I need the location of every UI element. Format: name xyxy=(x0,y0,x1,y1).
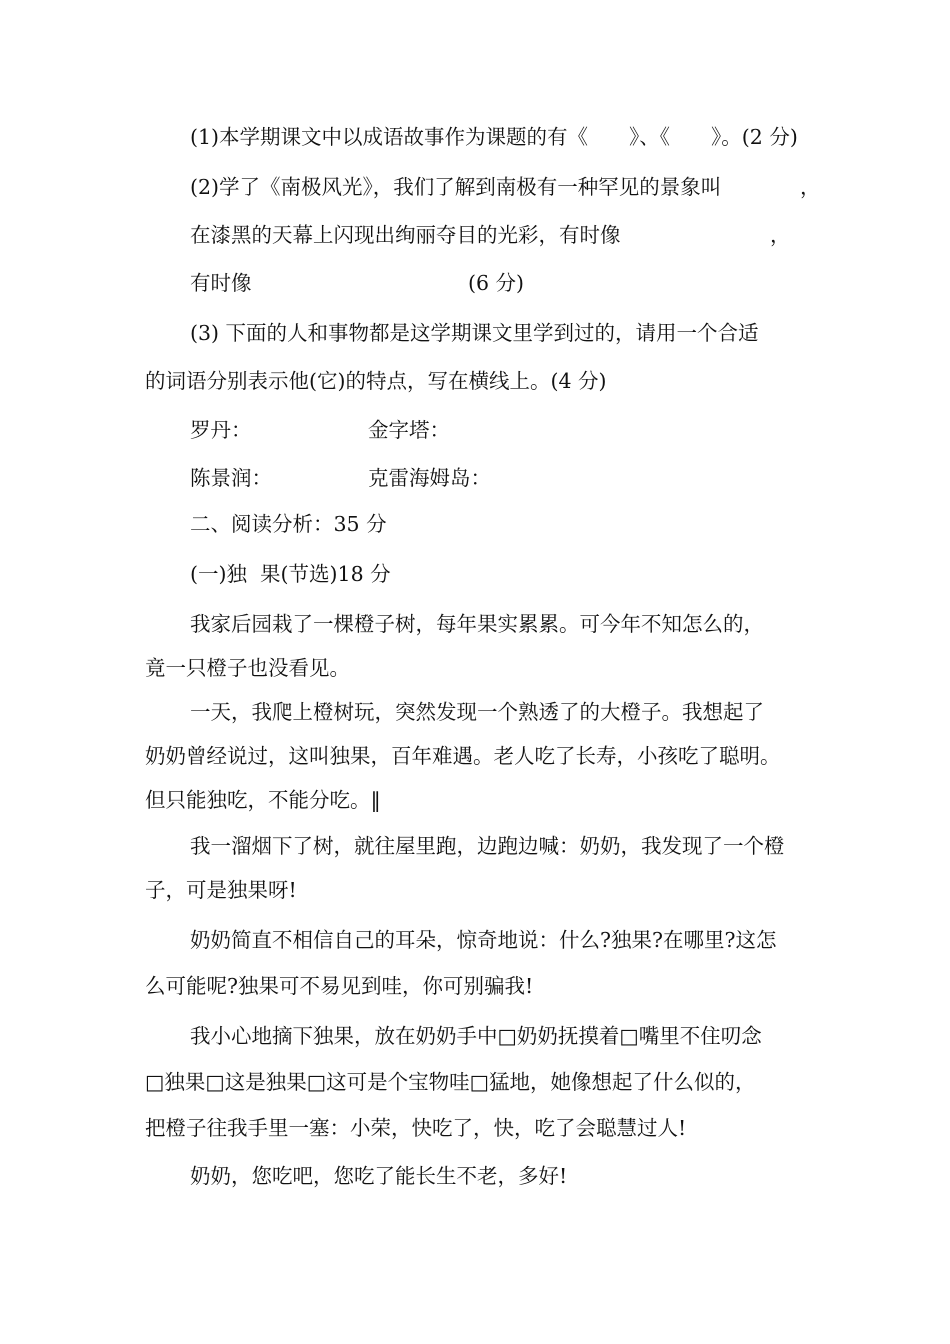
question-2-score: (6 分) xyxy=(468,271,525,295)
paragraph-1-line-2: 竟一只橙子也没看见。 xyxy=(145,656,350,680)
section-heading: 二、阅读分析：35 分 xyxy=(190,512,387,536)
paragraph-1-line-1: 我家后园栽了一棵橙子树，每年果实累累。可今年不知怎么的， xyxy=(190,612,764,636)
item-luodan: 罗丹： xyxy=(190,418,252,442)
question-2-line-1: (2)学了《南极风光》，我们了解到南极有一种罕见的景象叫 xyxy=(190,175,722,199)
question-1: (1)本学期课文中以成语故事作为课题的有《 》、《 》。(2 分) xyxy=(190,125,798,149)
reading-subheading: (一)独 果(节选)18 分 xyxy=(190,562,391,586)
paragraph-4-line-2: 么可能呢?独果可不易见到哇，你可别骗我! xyxy=(145,974,534,998)
paragraph-2-line-2: 奶奶曾经说过，这叫独果，百年难遇。老人吃了长寿，小孩吃了聪明。 xyxy=(145,744,781,768)
question-2-blank-comma-1: ， xyxy=(800,175,821,199)
paragraph-4-line-1: 奶奶简直不相信自己的耳朵，惊奇地说：什么?独果?在哪里?这怎 xyxy=(190,928,777,952)
question-2-line-3: 有时像 xyxy=(190,271,252,295)
question-2-line-2: 在漆黑的天幕上闪现出绚丽夺目的光彩，有时像 xyxy=(190,223,621,247)
question-3-line-1: (3) 下面的人和事物都是这学期课文里学到过的，请用一个合适 xyxy=(190,321,759,345)
paragraph-3-line-1: 我一溜烟下了树，就往屋里跑，边跑边喊：奶奶，我发现了一个橙 xyxy=(190,834,785,858)
item-kelei: 克雷海姆岛： xyxy=(368,466,491,490)
paragraph-2-line-3: 但只能独吃，不能分吃。‖ xyxy=(145,788,381,812)
item-chenjingrun: 陈景润： xyxy=(190,466,272,490)
paragraph-6-line-1: 奶奶，您吃吧，您吃了能长生不老，多好! xyxy=(190,1164,568,1188)
paragraph-3-line-2: 子，可是独果呀! xyxy=(145,878,297,902)
item-jinzita: 金字塔： xyxy=(368,418,450,442)
paragraph-5-line-3: 把橙子往我手里一塞：小荣，快吃了，快，吃了会聪慧过人! xyxy=(145,1116,687,1140)
paragraph-5-line-2: □独果□这是独果□这可是个宝物哇□猛地，她像想起了什么似的， xyxy=(145,1070,756,1094)
paragraph-5-line-1: 我小心地摘下独果，放在奶奶手中□奶奶抚摸着□嘴里不住叨念 xyxy=(190,1024,762,1048)
question-2-blank-comma-2: ， xyxy=(770,223,791,247)
question-3-line-2: 的词语分别表示他(它)的特点，写在横线上。(4 分) xyxy=(145,369,607,393)
paragraph-2-line-1: 一天，我爬上橙树玩，突然发现一个熟透了的大橙子。我想起了 xyxy=(190,700,764,724)
